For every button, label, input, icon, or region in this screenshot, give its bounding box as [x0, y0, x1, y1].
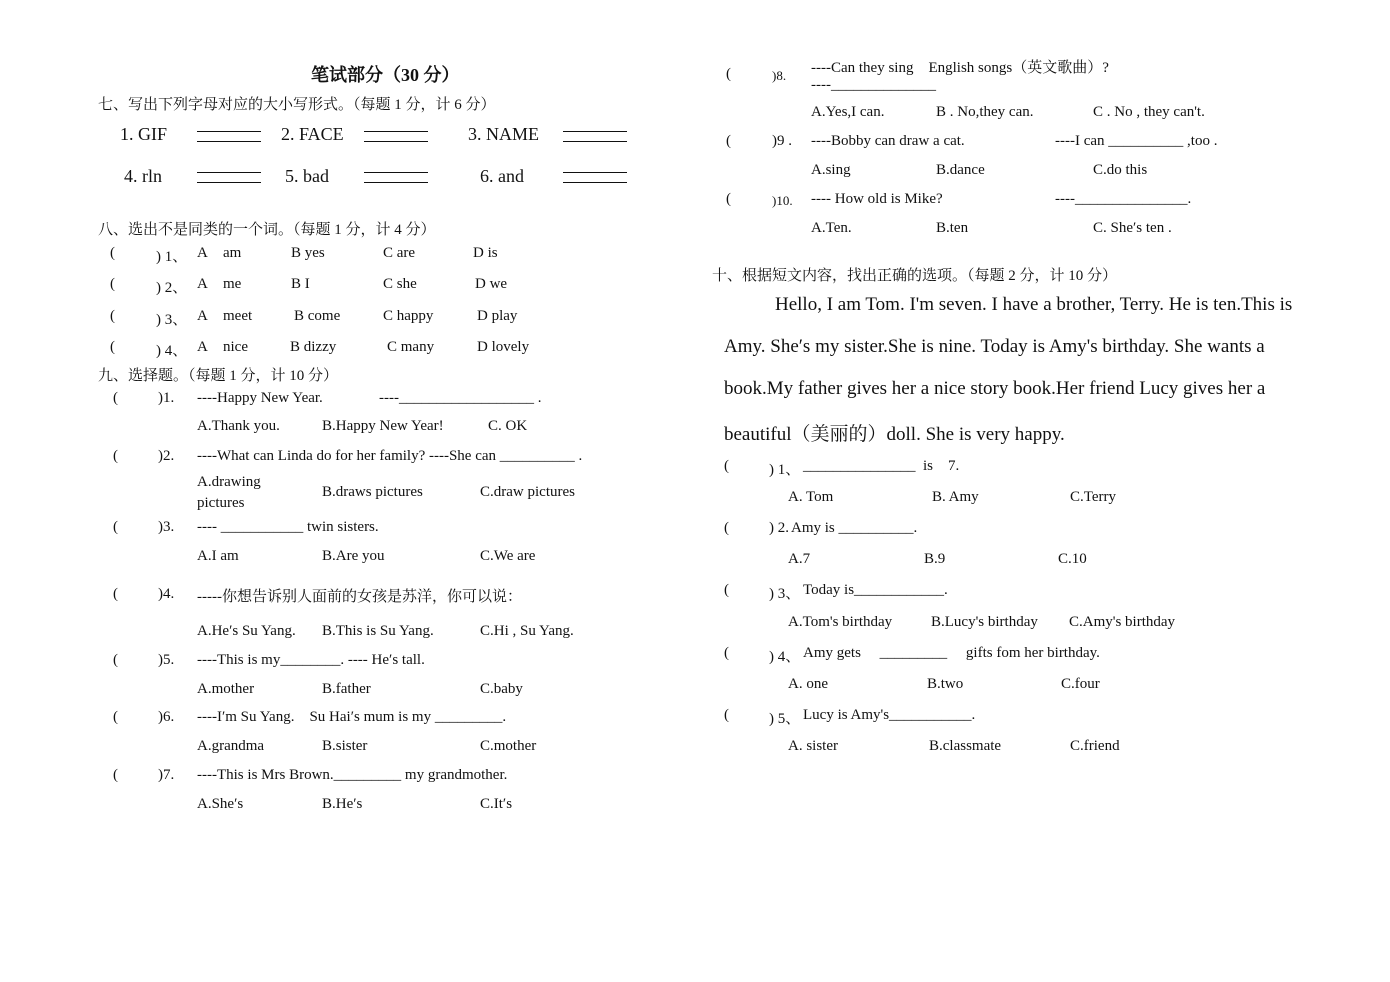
- option-c: C. She′s ten .: [1093, 220, 1172, 236]
- answer-line[interactable]: [364, 141, 428, 142]
- question-stem: ----This is my________. ---- He′s tall.: [197, 652, 425, 668]
- letter-item-5: 5. bad: [285, 166, 329, 186]
- option-a: meet: [223, 308, 253, 324]
- option-c: C happy: [383, 308, 434, 324]
- answer-paren[interactable]: (: [726, 191, 731, 207]
- question-stem: Amy gets _________ gifts fom her birthday.: [803, 645, 1100, 661]
- page-title: 笔试部分（30 分）: [311, 65, 460, 85]
- question-number: )2.: [158, 448, 175, 464]
- option-c: C.baby: [480, 681, 523, 697]
- option-a: A.Tom's birthday: [788, 614, 893, 630]
- option-b: B . No,they can.: [936, 104, 1034, 120]
- option-b: B.Are you: [322, 548, 385, 564]
- option-c: C are: [383, 245, 416, 261]
- answer-paren[interactable]: (: [113, 519, 118, 535]
- answer-paren[interactable]: (: [724, 520, 729, 536]
- question-stem: Lucy is Amy's___________.: [803, 707, 976, 723]
- section-8-heading: 八、选出不是同类的一个词。（每题 1 分，计 4 分）: [98, 222, 436, 238]
- option-b: B. Amy: [932, 489, 979, 505]
- option-b: B I: [291, 276, 310, 292]
- option-a-letter: A: [197, 339, 208, 355]
- answer-line[interactable]: [197, 141, 261, 142]
- answer-line[interactable]: [563, 182, 627, 183]
- answer-line[interactable]: [563, 131, 627, 132]
- option-c: C.friend: [1070, 738, 1120, 754]
- answer-line[interactable]: [197, 182, 261, 183]
- option-a: A.She′s: [197, 796, 244, 812]
- option-b: B dizzy: [290, 339, 337, 355]
- letter-item-2: 2. FACE: [281, 124, 344, 144]
- answer-paren[interactable]: (: [724, 458, 729, 474]
- question-stem: ----What can Linda do for her family? ----She can __________ .: [197, 448, 583, 464]
- question-number: ) 2、: [156, 280, 188, 296]
- question-stem: ----Bobby can draw a cat.: [811, 133, 965, 149]
- option-c: C.It′s: [480, 796, 513, 812]
- question-stem: ----This is Mrs Brown._________ my grandmother.: [197, 767, 508, 783]
- letter-item-6: 6. and: [480, 166, 524, 186]
- option-b: B yes: [291, 245, 325, 261]
- passage-line-1: Hello, I am Tom. I'm seven. I have a brother, Terry. He is ten.This is: [775, 294, 1293, 315]
- question-stem-reply: ----______________: [811, 77, 936, 93]
- question-number: )7.: [158, 767, 175, 783]
- option-d: D we: [475, 276, 508, 292]
- answer-line[interactable]: [197, 172, 261, 173]
- option-a: A.Thank you.: [197, 418, 280, 434]
- option-a: A.He′s Su Yang.: [197, 623, 296, 639]
- option-a: am: [223, 245, 242, 261]
- question-stem: ---- ___________ twin sisters.: [197, 519, 379, 535]
- option-c: C.Terry: [1070, 489, 1117, 505]
- passage-line-3: book.My father gives her a nice story book.Her friend Lucy gives her a: [724, 378, 1266, 399]
- option-d: D lovely: [477, 339, 530, 355]
- answer-paren[interactable]: (: [724, 582, 729, 598]
- option-b: B come: [294, 308, 341, 324]
- option-c: C.10: [1058, 551, 1087, 567]
- question-number: ) 2.: [769, 520, 789, 536]
- question-stem-reply: ----_______________.: [1055, 191, 1192, 207]
- option-c: C . No , they can't.: [1093, 104, 1205, 120]
- option-a: A. Tom: [788, 489, 834, 505]
- option-a-letter: A: [197, 276, 208, 292]
- option-b: B.father: [322, 681, 371, 697]
- option-a: A.sing: [811, 162, 851, 178]
- answer-paren[interactable]: (: [113, 586, 118, 602]
- question-number: ) 5、: [769, 711, 801, 727]
- question-stem-reply: ----__________________ .: [379, 390, 542, 406]
- question-number: )5.: [158, 652, 175, 668]
- option-c: C.draw pictures: [480, 484, 575, 500]
- section-9-heading: 九、选择题。（每题 1 分，计 10 分）: [98, 368, 339, 384]
- option-b: B.classmate: [929, 738, 1002, 754]
- passage-line-2: Amy. She′s my sister.She is nine. Today is Amy's birthday. She wants a: [724, 336, 1265, 357]
- question-number: )9 .: [772, 133, 792, 149]
- question-stem: -----你想告诉别人面前的女孩是苏洋，你可以说：: [197, 589, 522, 605]
- option-c: C.We are: [480, 548, 536, 564]
- option-a: A.drawing: [197, 474, 261, 490]
- option-c: C. OK: [488, 418, 528, 434]
- letter-item-1: 1. GIF: [120, 124, 168, 144]
- question-number: ) 4、: [769, 649, 801, 665]
- option-b: B.9: [924, 551, 946, 567]
- answer-line[interactable]: [364, 172, 428, 173]
- option-a-cont: pictures: [197, 495, 245, 511]
- answer-paren[interactable]: (: [724, 707, 729, 723]
- question-stem: ----Happy New Year.: [197, 390, 323, 406]
- answer-paren[interactable]: (: [113, 652, 118, 668]
- option-a: A.Ten.: [811, 220, 852, 236]
- option-a: nice: [223, 339, 248, 355]
- answer-paren[interactable]: (: [113, 767, 118, 783]
- option-b: B.This is Su Yang.: [322, 623, 434, 639]
- answer-line[interactable]: [563, 141, 627, 142]
- answer-line[interactable]: [364, 131, 428, 132]
- option-a: A.I am: [197, 548, 239, 564]
- option-a: A.Yes,I can.: [811, 104, 885, 120]
- option-a: A.mother: [197, 681, 255, 697]
- question-number: )1.: [158, 390, 175, 406]
- letter-item-4: 4. rln: [124, 166, 162, 186]
- option-c: C.Hi , Su Yang.: [480, 623, 574, 639]
- option-d: D is: [473, 245, 498, 261]
- option-c: C.Amy's birthday: [1069, 614, 1176, 630]
- question-number: )3.: [158, 519, 175, 535]
- question-number: )6.: [158, 709, 175, 725]
- letter-item-3: 3. NAME: [468, 124, 539, 144]
- section-7-heading: 七、写出下列字母对应的大小写形式。（每题 1 分，计 6 分）: [98, 97, 496, 113]
- option-a: A. one: [788, 676, 828, 692]
- section-10-heading: 十、根据短文内容，找出正确的选项。（每题 2 分，计 10 分）: [712, 268, 1118, 284]
- answer-paren[interactable]: (: [110, 339, 115, 355]
- question-stem: ---- How old is Mike?: [811, 191, 943, 207]
- option-b: B.dance: [936, 162, 985, 178]
- question-number: )8.: [772, 68, 787, 83]
- option-a: A.7: [788, 551, 811, 567]
- option-a: A. sister: [788, 738, 838, 754]
- question-number: ) 1、: [769, 462, 801, 478]
- option-c: C she: [383, 276, 417, 292]
- option-b: B.He′s: [322, 796, 363, 812]
- question-number: )10.: [772, 193, 793, 208]
- option-b: B.draws pictures: [322, 484, 423, 500]
- question-stem: Amy is __________.: [791, 520, 918, 536]
- option-a-letter: A: [197, 308, 208, 324]
- answer-paren[interactable]: (: [113, 390, 118, 406]
- option-a-letter: A: [197, 245, 208, 261]
- answer-line[interactable]: [197, 131, 261, 132]
- answer-paren[interactable]: (: [113, 709, 118, 725]
- question-number: ) 4、: [156, 343, 188, 359]
- answer-paren[interactable]: (: [110, 245, 115, 261]
- answer-paren[interactable]: (: [110, 276, 115, 292]
- option-a: me: [223, 276, 242, 292]
- option-b: B.Happy New Year!: [322, 418, 444, 434]
- answer-paren[interactable]: (: [113, 448, 118, 464]
- answer-paren[interactable]: (: [724, 645, 729, 661]
- option-c: C.mother: [480, 738, 537, 754]
- option-c: C.do this: [1093, 162, 1148, 178]
- option-c: C.four: [1061, 676, 1100, 692]
- question-number: ) 3、: [156, 312, 188, 328]
- question-stem: _______________ is 7.: [803, 458, 960, 474]
- answer-line[interactable]: [364, 182, 428, 183]
- question-stem: ----I′m Su Yang. Su Hai′s mum is my _________.: [197, 709, 507, 725]
- passage-line-4: beautiful（美丽的）doll. She is very happy.: [724, 424, 1065, 445]
- answer-paren[interactable]: (: [110, 308, 115, 324]
- question-number: )4.: [158, 586, 175, 602]
- answer-paren[interactable]: (: [726, 133, 731, 149]
- option-a: A.grandma: [197, 738, 265, 754]
- option-d: D play: [477, 308, 518, 324]
- answer-line[interactable]: [563, 172, 627, 173]
- question-stem: Today is____________.: [803, 582, 948, 598]
- option-b: B.Lucy's birthday: [931, 614, 1038, 630]
- option-b: B.two: [927, 676, 964, 692]
- question-number: ) 1、: [156, 249, 188, 265]
- answer-paren[interactable]: (: [726, 66, 731, 82]
- option-c: C many: [387, 339, 435, 355]
- option-b: B.sister: [322, 738, 368, 754]
- question-stem-reply: ----I can __________ ,too .: [1055, 133, 1218, 149]
- question-stem: ----Can they sing English songs（英文歌曲）?: [811, 60, 1109, 76]
- question-number: ) 3、: [769, 586, 801, 602]
- option-b: B.ten: [936, 220, 969, 236]
